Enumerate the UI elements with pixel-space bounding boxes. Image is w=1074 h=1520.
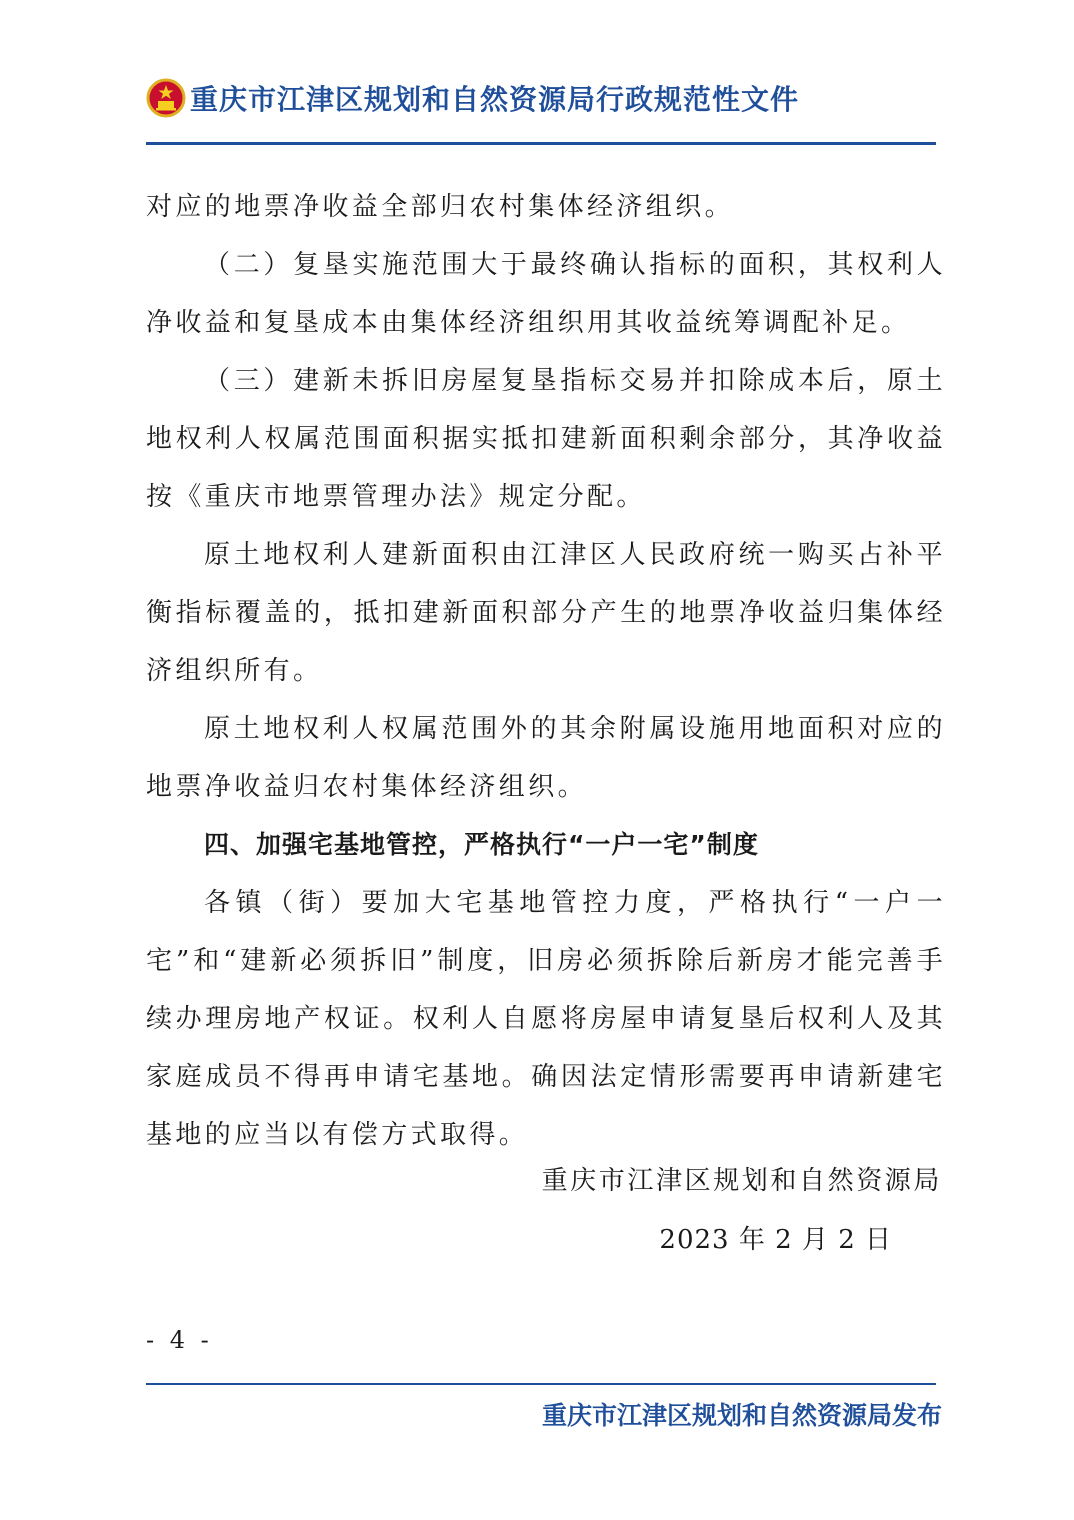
section-heading-4: 四、加强宅基地管控，严格执行“一户一宅”制度 — [204, 830, 759, 859]
signature-org: 重庆市江津区规划和自然资源局 — [541, 1166, 942, 1196]
signature-date: 2023 年 2 月 2 日 — [659, 1225, 892, 1255]
paragraph-continuation: 对应的地票净收益全部归农村集体经济组织。 — [146, 192, 735, 222]
footer-publisher: 重庆市江津区规划和自然资源局发布 — [541, 1401, 942, 1430]
paragraph-homestead-control: 各镇（街）要加大宅基地管控力度，严格执行“一户一宅”和“建新必须拆旧”制度，旧房必须拆除后新房才能完善手续办理房地产权证。权利人自愿将房屋申请复垦后权利人及其家庭成员不得再申请宅基地。确因法定情形需要再申请新建宅基地的应当以有偿方式取得。 — [146, 888, 946, 1150]
document-header — [146, 72, 936, 124]
national-emblem-icon — [146, 78, 186, 118]
document-body — [146, 178, 946, 1164]
paragraph-item-2: （二）复垦实施范围大于最终确认指标的面积，其权利人净收益和复垦成本由集体经济组织用其收益统筹调配补足。 — [146, 250, 946, 338]
paragraph-offset-rule: 原土地权利人建新面积由江津区人民政府统一购买占补平衡指标覆盖的，抵扣建新面积部分产生的地票净收益归集体经济组织所有。 — [146, 540, 946, 686]
header-divider — [146, 142, 936, 145]
paragraph-ancillary-land: 原土地权利人权属范围外的其余附属设施用地面积对应的地票净收益归农村集体经济组织。 — [146, 714, 946, 802]
footer-divider — [146, 1383, 936, 1385]
header-title: 重庆市江津区规划和自然资源局行政规范性文件 — [190, 83, 800, 116]
page-number: - 4 - — [146, 1326, 213, 1354]
paragraph-item-3: （三）建新未拆旧房屋复垦指标交易并扣除成本后，原土地权利人权属范围面积据实抵扣建新面积剩余部分，其净收益按《重庆市地票管理办法》规定分配。 — [146, 366, 946, 512]
